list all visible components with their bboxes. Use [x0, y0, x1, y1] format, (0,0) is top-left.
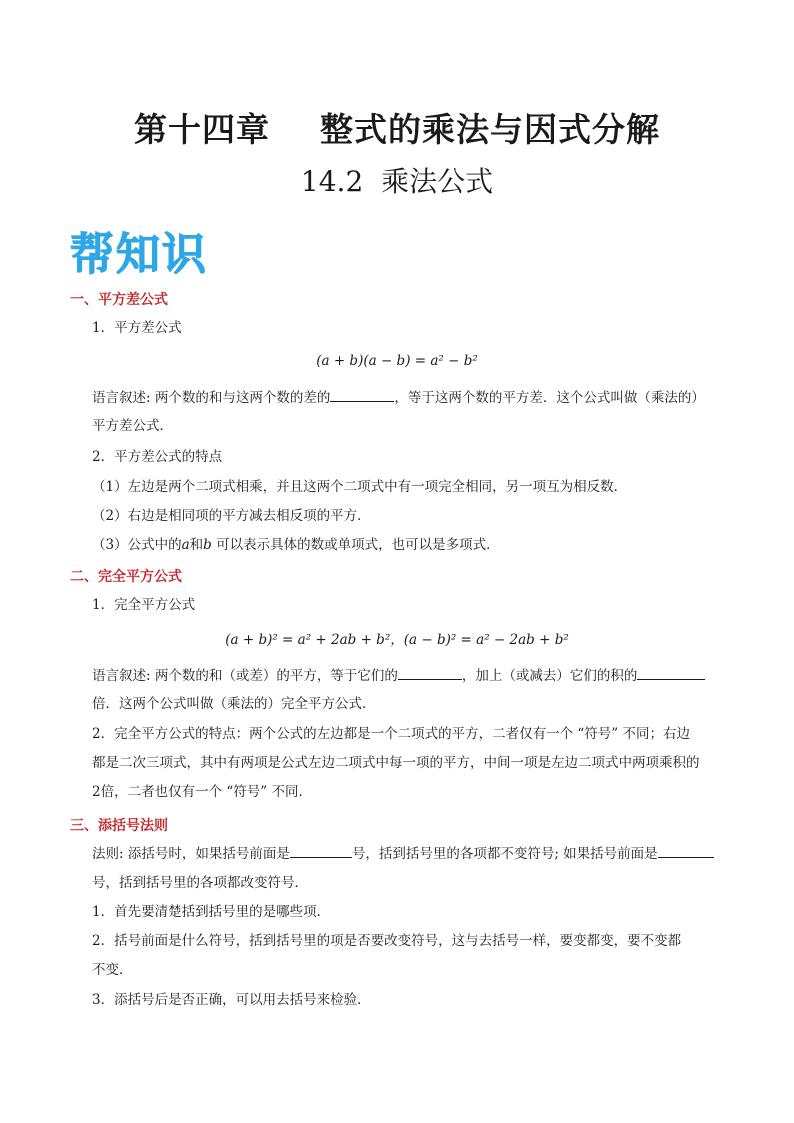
s2-desc-part-a: 语言叙述: 两个数的和（或差）的平方，等于它们的 [92, 668, 398, 684]
s1-point-3-c: 可以表示具体的数或单项式，也可以是多项式． [211, 537, 500, 553]
s3-blank-2[interactable] [658, 843, 714, 858]
perfect-square-formula: (a + b)² = a² + 2ab + b²，(a − b)² = a² − 2ab + b² [225, 632, 569, 648]
s2-sub1: 1．完全平方公式 [92, 597, 196, 613]
heading-difference-of-squares: 一、平方差公式 [70, 292, 168, 308]
s1-sub1: 1．平方差公式 [92, 320, 182, 336]
heading-perfect-square: 二、完全平方公式 [70, 569, 182, 585]
s1-point-1: （1）左边是两个二项式相乘，并且这两个二项式中有一项完全相同，另一项互为相反数． [92, 479, 628, 495]
s2-desc-part-b: ，加上（或减去）它们的积的 [461, 668, 638, 684]
s1-point-3-b: 和 [189, 537, 204, 553]
s1-blank[interactable] [330, 387, 394, 402]
s1-desc-part-c: 平方差公式． [92, 418, 173, 434]
s2-feature-line-1: 2．完全平方公式的特点：两个公式的左边都是一个二项式的平方，二者仅有一个 “符号” 不同；右边 [92, 726, 690, 742]
s2-description [92, 662, 724, 690]
s3-rule-part-a: 法则: 添括号时，如果括号前面是 [92, 846, 290, 862]
s3-item-2-line-2: 不变． [92, 962, 133, 978]
s1-desc-part-b: ，等于这两个数的平方差．这个公式叫做（乘法的） [394, 390, 705, 406]
s3-blank-1[interactable] [290, 843, 352, 858]
s1-point-2: （2）右边是相同项的平方减去相反项的平方． [92, 508, 371, 524]
section-title: 14.2 乘法公式 [300, 165, 494, 198]
heading-adding-brackets: 三、添括号法则 [70, 818, 168, 834]
var-a: a [181, 537, 190, 553]
s2-feature-line-3: 2倍，二者也仅有一个 “符号” 不同． [92, 784, 312, 800]
s3-rule-part-c: 号，括到括号里的各项都改变符号． [92, 875, 308, 891]
difference-of-squares-formula: (a + b)(a − b) = a² − b² [316, 353, 478, 369]
s3-item-2-line-1: 2．括号前面是什么符号，括到括号里的项是否要改变符号，这与去括号一样，要变都变，要不变都 [92, 933, 682, 949]
s2-desc-part-c: 倍．这两个公式叫做（乘法的）完全平方公式． [92, 696, 376, 712]
s1-description [92, 384, 724, 412]
chapter-title: 第十四章 整式的乘法与因式分解 [134, 110, 660, 149]
s3-item-3: 3．添括号后是否正确，可以用去括号来检验． [92, 992, 371, 1008]
s1-point-3 [92, 531, 724, 559]
s3-item-1: 1．首先要清楚括到括号里的是哪些项． [92, 904, 331, 920]
s3-rule-part-b: 号，括到括号里的各项都不变符号; 如果括号前面是 [351, 846, 658, 862]
help-knowledge-logo: 帮知识 [70, 229, 208, 280]
var-b: b [203, 537, 212, 553]
s2-blank-2[interactable] [637, 665, 705, 680]
s1-point-3-a: （3）公式中的 [92, 537, 182, 553]
s1-desc-part-a: 语言叙述: 两个数的和与这两个数的差的 [92, 390, 331, 406]
s2-blank-1[interactable] [398, 665, 462, 680]
s3-rule [92, 840, 724, 868]
s1-sub2: 2．平方差公式的特点 [92, 449, 223, 465]
s2-feature-line-2: 都是二次三项式，其中有两项是公式左边二项式中每一项的平方，中间一项是左边二项式中两项乘积的 [92, 755, 700, 771]
